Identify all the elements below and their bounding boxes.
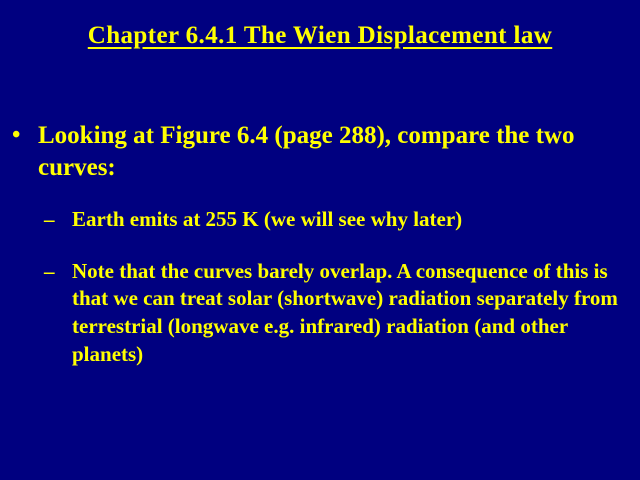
bullet-marker-dash: –: [44, 258, 55, 283]
page-title: Chapter 6.4.1 The Wien Displacement law: [87, 22, 553, 49]
bullet-marker-dot: •: [12, 122, 21, 148]
bullet-item-level2: [0, 258, 640, 369]
bullet-text: Note that the curves barely overlap. A consequence of this is that we can treat solar (shortwave) radiation separately from terrestrial (longwave e.g. infrared) radiation (and other planets): [72, 258, 618, 366]
bullet-item-level1: [0, 120, 640, 184]
bullet-item-level2: [0, 206, 640, 234]
slide-body: [0, 120, 640, 393]
bullet-marker-dash: –: [44, 207, 55, 231]
bullet-text: Looking at Figure 6.4 (page 288), compare the two curves:: [38, 122, 575, 181]
bullet-text: Earth emits at 255 K (we will see why later): [72, 207, 463, 231]
